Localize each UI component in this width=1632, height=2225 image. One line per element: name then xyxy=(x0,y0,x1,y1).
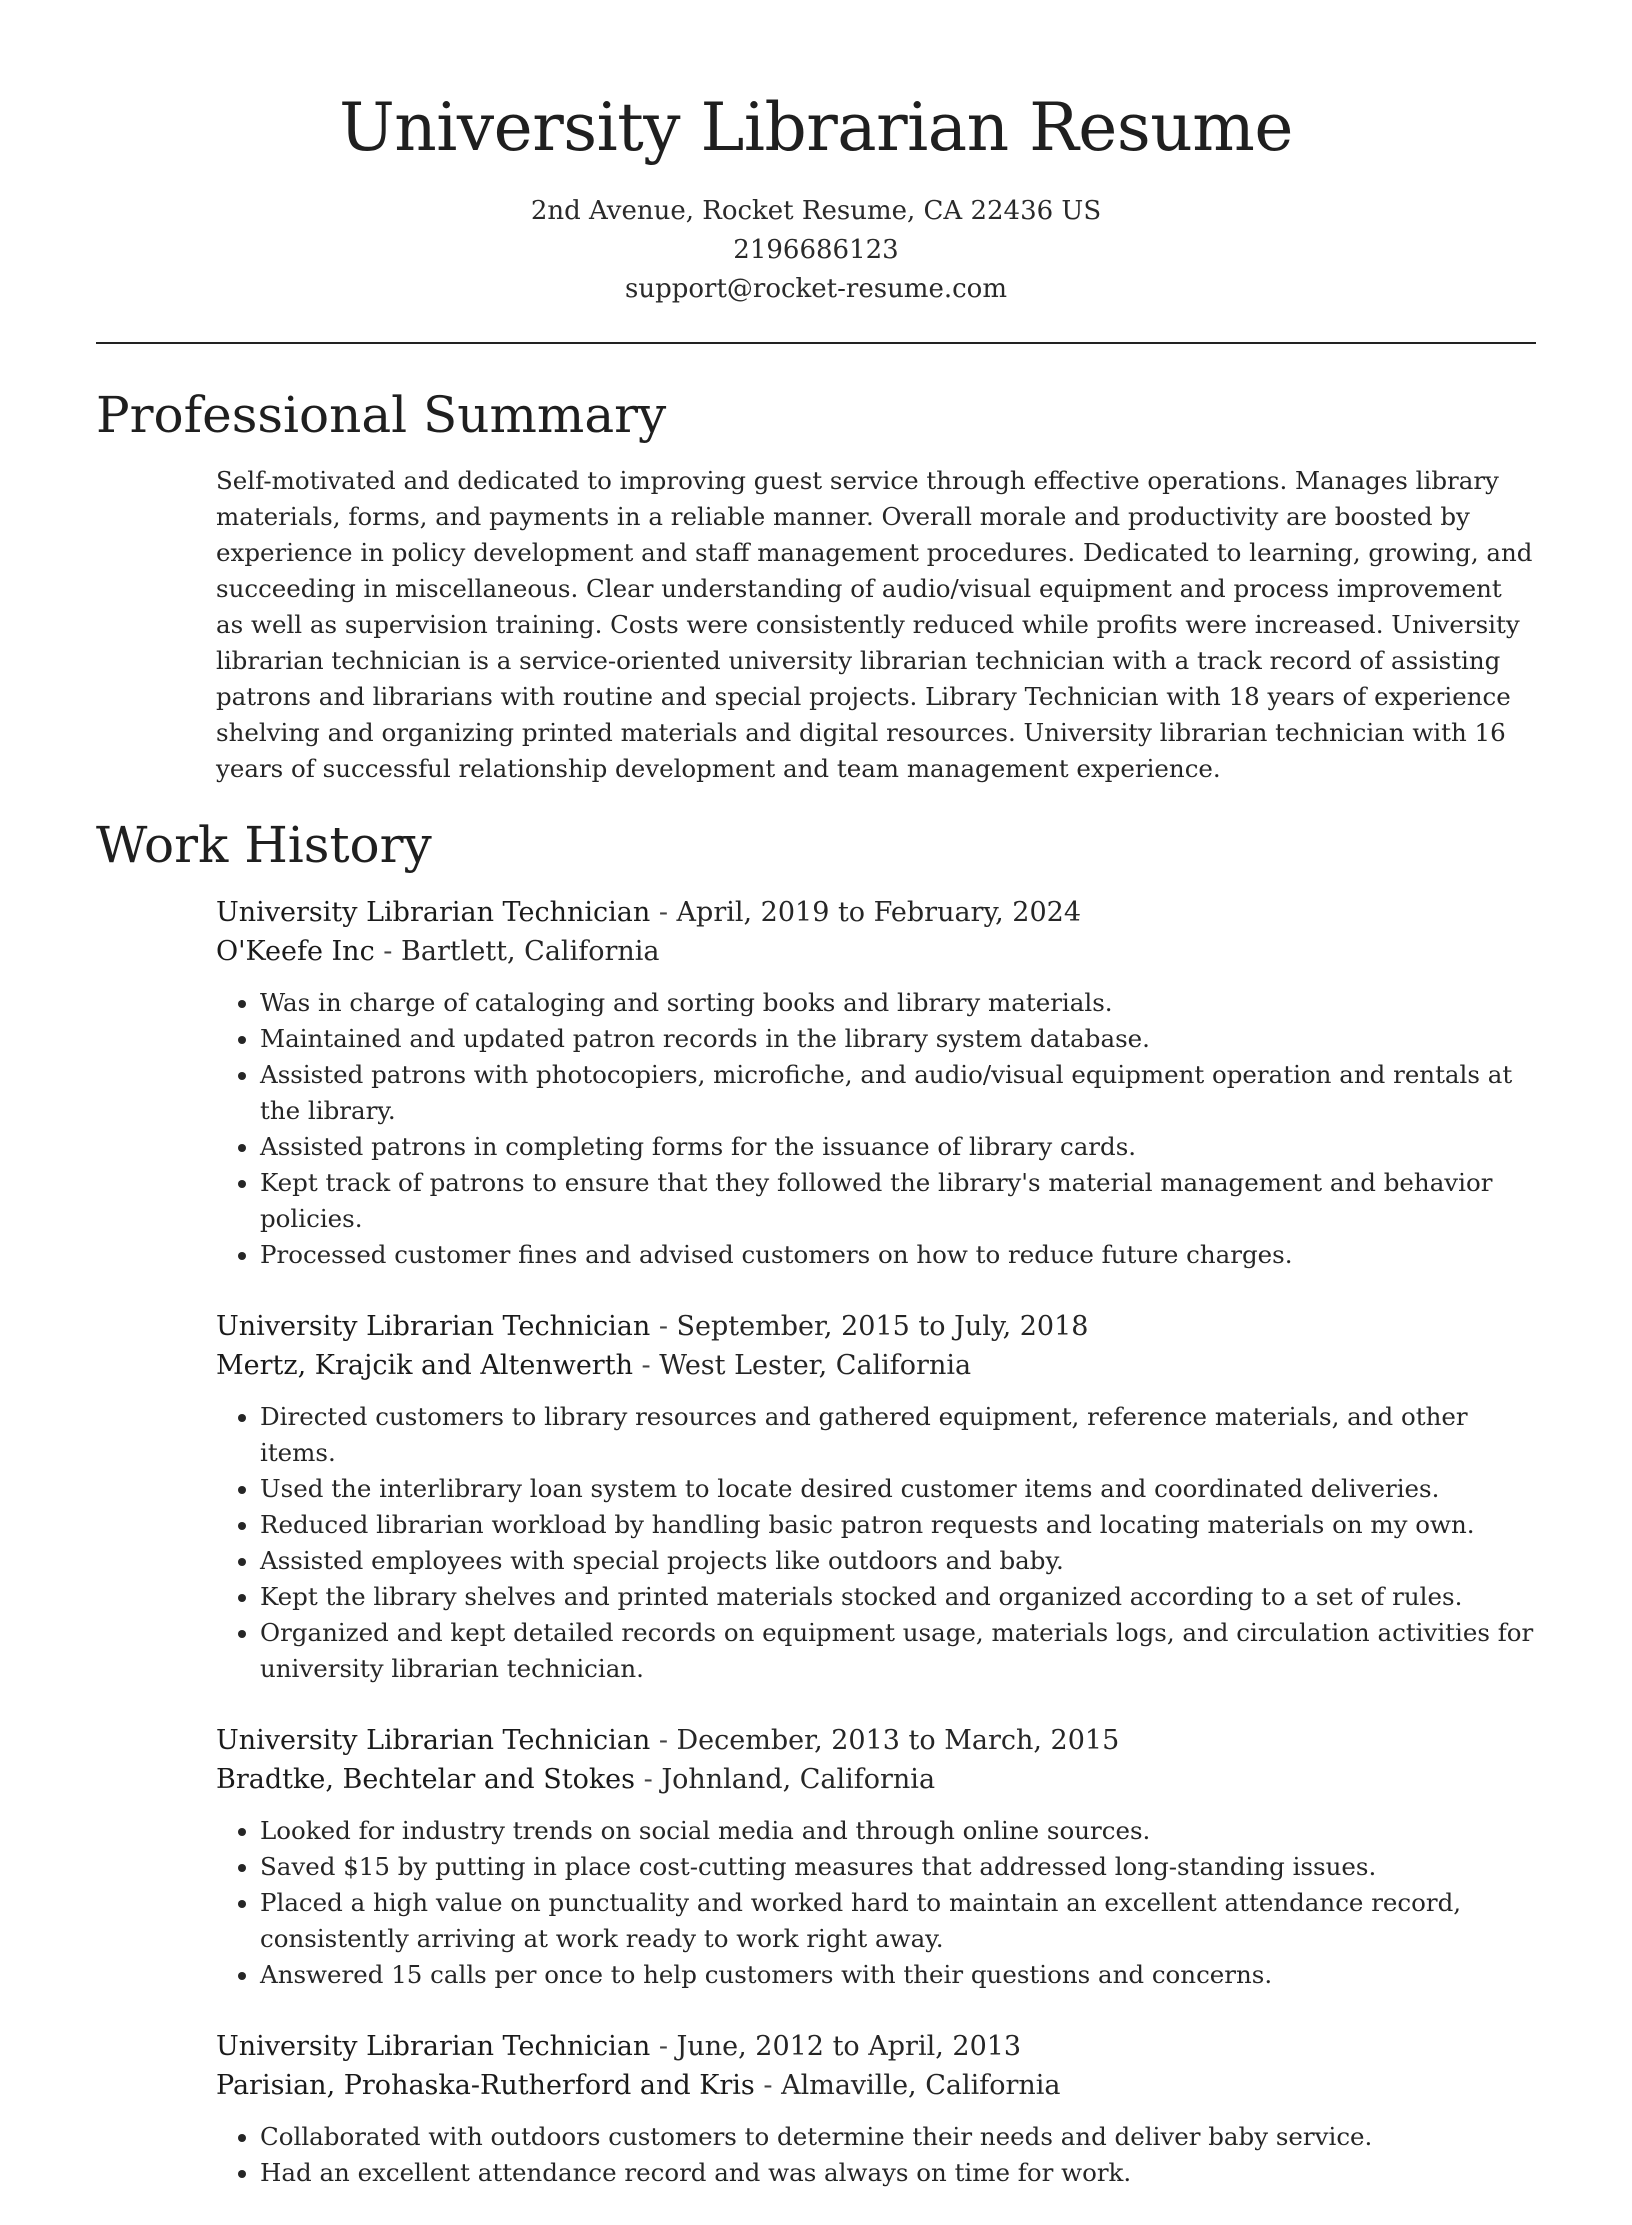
contact-address: 2nd Avenue, Rocket Resume, CA 22436 US xyxy=(530,196,1102,226)
job-bullet: • Had an excellent attendance record and was always on time for work. xyxy=(260,2155,1536,2191)
job-role: University Librarian Technician xyxy=(216,1311,651,1342)
section-title-work-history: Work History xyxy=(96,816,432,874)
header-divider xyxy=(96,342,1536,344)
job-location: West Lester, California xyxy=(659,1350,972,1381)
job-entry xyxy=(216,1307,1536,1687)
contact-phone: 2196686123 xyxy=(733,235,899,265)
job-location: Bartlett, California xyxy=(401,936,660,967)
job-bullet: • Assisted employees with special projects like outdoors and baby. xyxy=(260,1543,1536,1579)
job-bullet: • Answered 15 calls per once to help customers with their questions and concerns. xyxy=(260,1957,1536,1993)
job-role: University Librarian Technician xyxy=(216,2031,651,2062)
job-bullet: • Reduced librarian workload by handling basic patron requests and locating materials on my own. xyxy=(260,1507,1536,1543)
job-bullet: • Was in charge of cataloging and sorting books and library materials. xyxy=(260,985,1536,1021)
job-bullet: • Placed a high value on punctuality and worked hard to maintain an excellent attendance record, consistently arriving at work ready to work right away. xyxy=(260,1885,1536,1957)
summary-text: Self-motivated and dedicated to improving guest service through effective operations. Manages library materials, forms, and payments in a reliable manner. Overall morale and productivity are boosted by experience in policy development and staff management procedures. Dedicated to learning, growing, and succeeding in miscellaneous. Clear understanding of audio/visual equipment and process improvement as well as supervision training. Costs were consistently reduced while profits were increased. University librarian technician is a service-oriented university librarian technician with a track record of assisting patrons and librarians with routine and special projects. Library Technician with 18 years of experience shelving and organizing printed materials and digital resources. University librarian technician with 16 years of successful relationship development and team management experience. xyxy=(216,466,1533,783)
job-company: Bradtke, Bechtelar and Stokes xyxy=(216,1764,636,1795)
resume-title: University Librarian Resume xyxy=(339,89,1293,166)
job-bullet: • Organized and kept detailed records on equipment usage, materials logs, and circulation activities for university librarian technician. xyxy=(260,1615,1536,1687)
job-role: University Librarian Technician xyxy=(216,1725,651,1756)
job-company-line xyxy=(216,1760,1536,1799)
job-role-line xyxy=(216,1307,1536,1346)
company-location-separator: - xyxy=(632,1350,660,1381)
contact-block xyxy=(96,192,1536,309)
job-dates: September, 2015 to July, 2018 xyxy=(676,1311,1089,1342)
company-location-separator: - xyxy=(754,2070,782,2101)
job-role-line xyxy=(216,893,1536,932)
job-bullets xyxy=(216,1813,1536,1993)
job-location: Johnland, California xyxy=(661,1764,936,1795)
job-bullet: • Saved $15 by putting in place cost-cutting measures that addressed long-standing issues. xyxy=(260,1849,1536,1885)
role-date-separator: - xyxy=(650,897,677,928)
job-role: University Librarian Technician xyxy=(216,897,651,928)
job-bullet: • Collaborated with outdoors customers to determine their needs and deliver baby service. xyxy=(260,2119,1536,2155)
job-entry xyxy=(216,2027,1536,2191)
company-location-separator: - xyxy=(374,936,401,967)
job-bullet: • Used the interlibrary loan system to locate desired customer items and coordinated deliveries. xyxy=(260,1471,1536,1507)
job-bullets xyxy=(216,1399,1536,1687)
resume-header xyxy=(96,86,1536,309)
job-entry xyxy=(216,893,1536,1273)
role-date-separator: - xyxy=(650,2031,677,2062)
job-bullet: • Kept the library shelves and printed materials stocked and organized according to a set of rules. xyxy=(260,1579,1536,1615)
job-company: O'Keefe Inc xyxy=(216,936,375,967)
job-bullet: • Processed customer fines and advised customers on how to reduce future charges. xyxy=(260,1237,1536,1273)
role-date-separator: - xyxy=(650,1311,677,1342)
job-role-line xyxy=(216,2027,1536,2066)
job-bullet: • Assisted patrons with photocopiers, microfiche, and audio/visual equipment operation and rentals at the library. xyxy=(260,1057,1536,1129)
job-bullet: • Maintained and updated patron records in the library system database. xyxy=(260,1021,1536,1057)
job-dates: June, 2012 to April, 2013 xyxy=(676,2031,1022,2062)
job-bullet: • Directed customers to library resources and gathered equipment, reference materials, and other items. xyxy=(260,1399,1536,1471)
job-entry xyxy=(216,1721,1536,1993)
job-company: Mertz, Krajcik and Altenwerth xyxy=(216,1350,633,1381)
job-bullets xyxy=(216,985,1536,1273)
job-location: Almaville, California xyxy=(781,2070,1061,2101)
job-bullet: • Kept track of patrons to ensure that they followed the library's material management and behavior policies. xyxy=(260,1165,1536,1237)
job-company-line xyxy=(216,2066,1536,2105)
section-title-summary: Professional Summary xyxy=(96,386,667,444)
job-company: Parisian, Prohaska-Rutherford and Kris xyxy=(216,2070,755,2101)
job-role-line xyxy=(216,1721,1536,1760)
job-company-line xyxy=(216,932,1536,971)
job-bullet: • Looked for industry trends on social media and through online sources. xyxy=(260,1813,1536,1849)
company-location-separator: - xyxy=(635,1764,662,1795)
work-history-list xyxy=(216,893,1536,2225)
contact-email: support@rocket-resume.com xyxy=(624,274,1007,304)
job-dates: December, 2013 to March, 2015 xyxy=(676,1725,1120,1756)
job-bullets xyxy=(216,2119,1536,2191)
job-company-line xyxy=(216,1346,1536,1385)
role-date-separator: - xyxy=(650,1725,677,1756)
job-dates: April, 2019 to February, 2024 xyxy=(676,897,1082,928)
job-bullet: • Assisted patrons in completing forms for the issuance of library cards. xyxy=(260,1129,1536,1165)
